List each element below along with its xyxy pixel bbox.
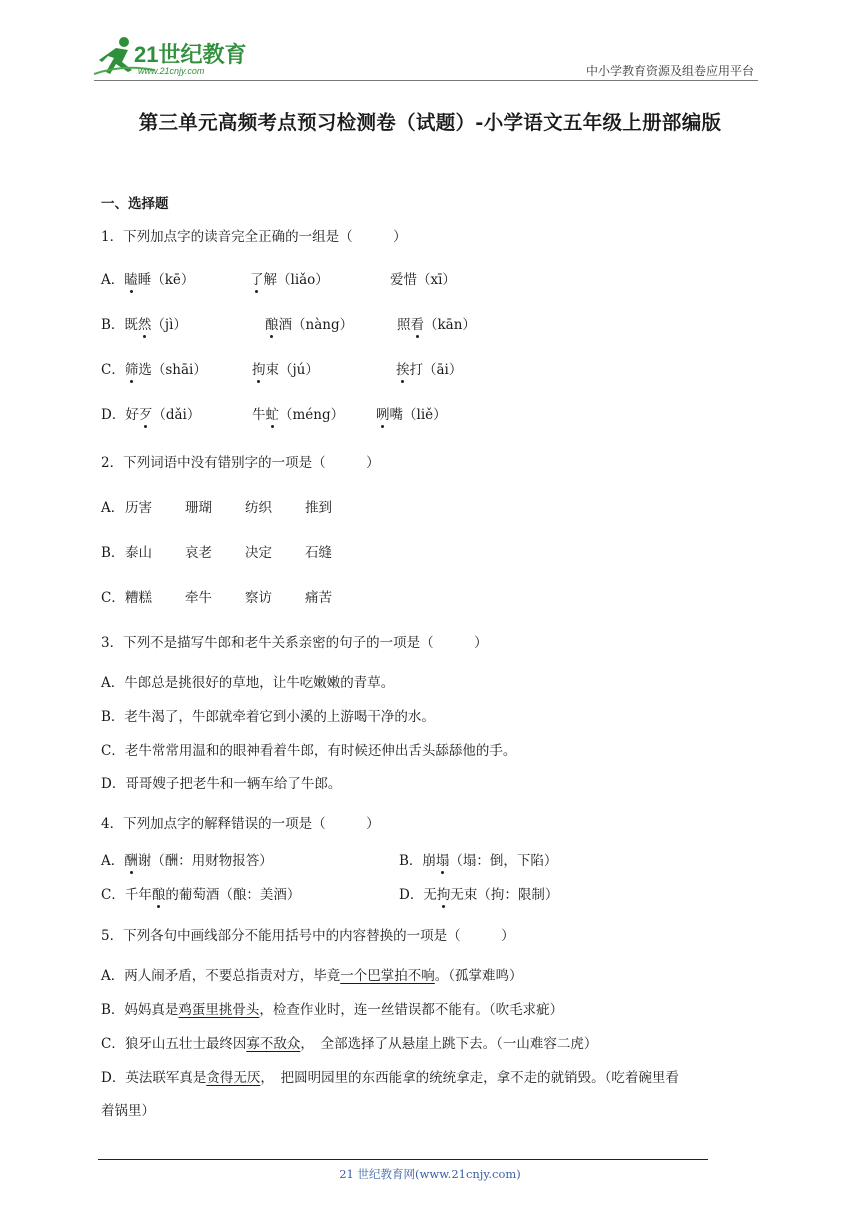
q4-option-b <box>399 849 557 869</box>
q5-stem: 5．下列各句中画线部分不能用括号中的内容替换的一项是（ ） <box>101 928 515 944</box>
q1-option-c-item2 <box>252 358 319 378</box>
option-text: 选（shāi） <box>138 362 207 378</box>
q2-option-a-word2: 珊瑚 <box>185 500 212 516</box>
option-text: C．千年 <box>101 887 152 903</box>
dotted-char: 酿 <box>151 887 166 903</box>
q2-option-a-word4: 推到 <box>305 500 332 516</box>
option-text: D．无 <box>399 887 437 903</box>
footer-text[interactable]: 21 世纪教育网(www.21cnjy.com) <box>339 1167 521 1181</box>
logo-url: www.21cnjy.com <box>138 66 205 76</box>
q4-stem: 4．下列加点字的解释错误的一项是（ ） <box>101 816 380 832</box>
q4-option-d <box>399 883 558 903</box>
q1-option-a-item2 <box>250 268 329 288</box>
dotted-char: 然 <box>137 317 152 333</box>
dotted-char: 瞌 <box>124 272 138 288</box>
option-text: 解（liǎo） <box>263 272 329 288</box>
q1-option-b-item2 <box>265 313 353 333</box>
header-platform-text: 中小学教育资源及组卷应用平台 <box>585 64 754 78</box>
q2-option-c-word1: 糟糕 <box>125 590 152 606</box>
dotted-char: 虻 <box>265 407 279 423</box>
q2-option-a-word1: 历害 <box>125 500 152 516</box>
q2-option-a-word3: 纺织 <box>245 500 272 516</box>
q2-option-b-letter: B． <box>101 545 125 561</box>
dotted-char: 酬 <box>124 853 138 869</box>
logo-text: 21世纪教育 <box>134 42 247 67</box>
q2-option-a-letter: A． <box>101 500 125 516</box>
option-letter: C． <box>101 362 125 378</box>
q1-option-a <box>101 268 194 288</box>
dotted-char: 塌 <box>435 853 450 869</box>
q3-stem: 3．下列不是描写牛郎和老牛关系亲密的句子的一项是（ ） <box>101 635 488 651</box>
q1-stem: 1．下列加点字的读音完全正确的一组是（ ） <box>101 229 407 245</box>
option-text: （kān） <box>424 317 476 333</box>
q1-option-b-item3 <box>397 313 476 333</box>
option-text: 。（孤掌难鸣） <box>434 968 523 984</box>
option-text: 无束（拘：限制） <box>450 887 559 903</box>
q4-option-a <box>101 849 273 869</box>
underlined-phrase: 寡不敌众 <box>246 1036 301 1052</box>
option-text: 打（āi） <box>409 362 463 378</box>
option-text: A．两人闹矛盾，不要总指责对方，毕竟 <box>101 968 341 984</box>
option-text: ，检查作业时，连一丝错误都不能有。（吹毛求疵） <box>259 1002 564 1018</box>
header-divider <box>94 80 758 81</box>
dotted-char: 咧 <box>376 407 390 423</box>
option-letter: A． <box>101 853 125 869</box>
option-text: 睡（kē） <box>137 272 195 288</box>
option-text: （méng） <box>279 407 345 423</box>
q2-option-c-letter: C． <box>101 590 125 606</box>
option-text: 的葡萄酒（酿：美酒） <box>165 887 301 903</box>
option-text: 酒（nàng） <box>278 317 354 333</box>
option-letter: A． <box>101 272 125 288</box>
dotted-char: 酿 <box>265 317 279 333</box>
dotted-char: 筛 <box>124 362 139 378</box>
q5-option-d <box>101 1066 679 1086</box>
underlined-phrase: 鸡蛋里挑骨头 <box>178 1002 260 1018</box>
footer-divider <box>98 1159 708 1160</box>
option-text: D．好 <box>101 407 139 423</box>
q3-option-d: D．哥哥嫂子把老牛和一辆车给了牛郎。 <box>101 776 342 792</box>
option-text: D．英法联军真是 <box>101 1070 207 1086</box>
section-heading: 一、选择题 <box>101 196 169 212</box>
q2-option-c-word2: 牵牛 <box>185 590 212 606</box>
q1-option-c-item3 <box>396 358 462 378</box>
option-text: 照 <box>397 317 411 333</box>
runner-logo-icon <box>94 34 264 78</box>
page-title: 第三单元高频考点预习检测卷（试题）-小学语文五年级上册部编版 <box>138 111 722 134</box>
q5-option-b <box>101 998 563 1018</box>
dotted-char: 看 <box>410 317 424 333</box>
q1-option-b <box>101 313 187 333</box>
dotted-char: 挨 <box>396 362 410 378</box>
q5-option-d-continued: 着锅里） <box>101 1103 155 1119</box>
q1-option-d <box>101 403 200 423</box>
q3-option-a: A．牛郎总是挑很好的草地，让牛吃嫩嫩的青草。 <box>101 675 395 691</box>
option-text: 束（jú） <box>265 362 319 378</box>
option-text: ， 全部选择了从悬崖上跳下去。（一山难容二虎） <box>300 1036 598 1052</box>
dotted-char: 了 <box>250 272 264 288</box>
dotted-char: 拘 <box>252 362 266 378</box>
logo <box>94 34 264 78</box>
q3-option-b: B．老牛渴了，牛郎就牵着它到小溪的上游喝干净的水。 <box>101 709 435 725</box>
option-text: 牛 <box>252 407 266 423</box>
q2-option-b-word1: 泰山 <box>125 545 152 561</box>
option-text: 惜（xī） <box>403 272 456 288</box>
q5-option-a <box>101 964 523 984</box>
option-text: （塌：倒，下陷） <box>449 853 558 869</box>
q3-option-c: C．老牛常常用温和的眼神看着牛郎，有时候还伸出舌头舔舔他的手。 <box>101 743 517 759</box>
option-text: （jì） <box>151 317 187 333</box>
q2-option-c-word4: 痛苦 <box>305 590 332 606</box>
option-text: 谢（酬：用财物报答） <box>137 853 273 869</box>
q2-stem: 2．下列词语中没有错别字的一项是（ ） <box>101 455 380 471</box>
option-text: 嘴（liě） <box>389 407 447 423</box>
underlined-phrase: 贪得无厌 <box>206 1070 261 1086</box>
option-text: B．崩 <box>399 853 436 869</box>
option-text: （dǎi） <box>152 407 201 423</box>
option-text: 爱 <box>390 272 404 288</box>
option-text: B．妈妈真是 <box>101 1002 179 1018</box>
underlined-phrase: 一个巴掌拍不响 <box>340 968 435 984</box>
q5-option-c <box>101 1032 597 1052</box>
q1-option-d-item2 <box>252 403 344 423</box>
q1-option-d-item3 <box>376 403 447 423</box>
q2-option-b-word3: 决定 <box>245 545 272 561</box>
q2-option-c-word3: 察访 <box>245 590 272 606</box>
q1-option-c <box>101 358 207 378</box>
dotted-char: 歹 <box>138 407 153 423</box>
q4-option-c <box>101 883 300 903</box>
q2-option-b-word2: 哀老 <box>185 545 212 561</box>
dotted-char: 拘 <box>436 887 451 903</box>
option-text: ， 把圆明园里的东西能拿的统统拿走，拿不走的就销毁。（吃着碗里看 <box>260 1070 679 1086</box>
option-text: B．既 <box>101 317 138 333</box>
q2-option-b-word4: 石缝 <box>305 545 332 561</box>
q1-option-a-item3 <box>390 268 456 288</box>
option-text: C．狼牙山五壮士最终因 <box>101 1036 247 1052</box>
